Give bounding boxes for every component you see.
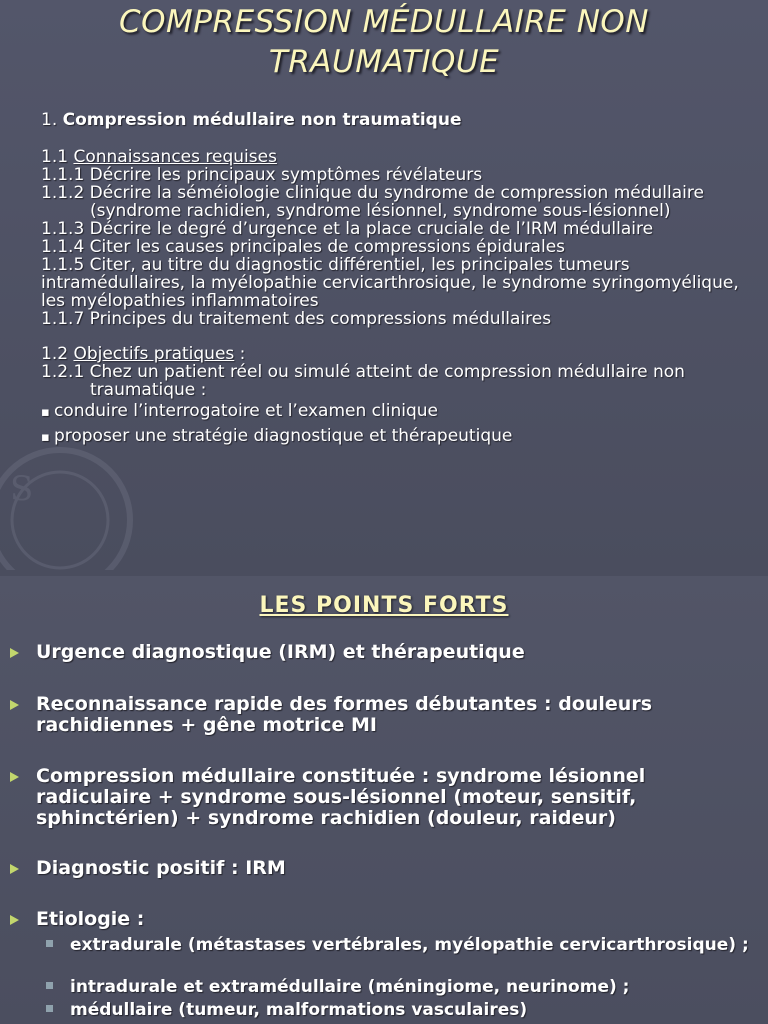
- arrow-bullet-icon: [10, 915, 19, 925]
- key-point: [36, 642, 746, 663]
- section-number: 1.: [41, 110, 58, 130]
- square-bullet-icon: [46, 940, 53, 947]
- section-heading: [41, 111, 751, 129]
- title-line-1: COMPRESSION MÉDULLAIRE NON: [119, 4, 649, 40]
- key-point: [36, 909, 746, 930]
- subsection-1-1-label: Connaissances requises: [73, 147, 277, 167]
- key-point-text: Etiologie :: [36, 908, 145, 930]
- etiologie-item: [70, 978, 750, 996]
- objective-line: 1.2.1 Chez un patient réel ou simulé atteint de compression médullaire non: [41, 362, 685, 382]
- etiologie-item: [70, 936, 750, 954]
- objective-line: 1.1.7 Principes du traitement des compressions médullaires: [41, 309, 552, 329]
- square-bullet-icon: [46, 1005, 53, 1012]
- objective-line: 1.1.1 Décrire les principaux symptômes révélateurs: [41, 165, 483, 185]
- subsection-1-2: [41, 345, 751, 363]
- slide-title: [0, 2, 768, 82]
- key-point: [36, 858, 746, 879]
- objective-line: 1.1.4 Citer les causes principales de compressions épidurales: [41, 237, 566, 257]
- key-point: [36, 694, 746, 736]
- etiologie-item-text: intradurale et extramédullaire (méningiome, neurinome) ;: [70, 977, 630, 997]
- key-point: [36, 766, 746, 829]
- square-bullet-icon: ▪: [41, 405, 54, 420]
- arrow-bullet-icon: [10, 700, 19, 710]
- practical-item: [41, 402, 751, 422]
- objectives-body: [41, 111, 751, 447]
- objective-line: traumatique :: [90, 380, 207, 400]
- subsection-1-2-label: Objectifs pratiques: [73, 344, 235, 364]
- subsection-1-1-number: 1.1: [41, 147, 69, 167]
- practical-item-text: conduire l’interrogatoire et l’examen clinique: [53, 401, 438, 421]
- practical-item-text: proposer une stratégie diagnostique et thérapeutique: [53, 426, 513, 446]
- objective-line: 1.1.2 Décrire la séméiologie clinique du syndrome de compression médullaire: [41, 183, 704, 203]
- slide-key-points: [0, 576, 768, 1024]
- arrow-bullet-icon: [10, 648, 19, 658]
- section-heading-text: Compression médullaire non traumatique: [62, 110, 462, 130]
- subsection-1-2-number: 1.2: [41, 344, 69, 364]
- objective-line: (syndrome rachidien, syndrome lésionnel, syndrome sous-lésionnel): [90, 201, 671, 221]
- square-bullet-icon: [46, 982, 53, 989]
- objective-line: 1.1.5 Citer, au titre du diagnostic différentiel, les principales tumeurs intramédullaires, la myélopathie cervicarthrosique, le syndrome syringomyélique, les myélopathies inflammatoires: [41, 255, 739, 311]
- svg-text:S: S: [10, 469, 34, 509]
- key-point-text: Urgence diagnostique (IRM) et thérapeutique: [36, 641, 525, 663]
- key-point-text: Diagnostic positif : IRM: [36, 857, 286, 879]
- subsection-1-2-colon: :: [234, 344, 246, 364]
- arrow-bullet-icon: [10, 864, 19, 874]
- practical-item: [41, 427, 751, 447]
- etiologie-item-text: médullaire (tumeur, malformations vasculaires): [70, 1000, 528, 1020]
- etiologie-item: [70, 1001, 750, 1019]
- arrow-bullet-icon: [10, 772, 19, 782]
- key-points-title: LES POINTS FORTS: [259, 593, 509, 618]
- square-bullet-icon: ▪: [41, 430, 54, 445]
- etiologie-item-text: extradurale (métastases vertébrales, myélopathie cervicarthrosique) ;: [70, 935, 749, 955]
- title-line-2: TRAUMATIQUE: [268, 44, 500, 80]
- subsection-1-1: [41, 148, 751, 166]
- key-point-text: Reconnaissance rapide des formes débutantes : douleurs rachidiennes + gêne motrice MI: [36, 693, 652, 736]
- key-point-text: Compression médullaire constituée : syndrome lésionnel radiculaire + syndrome sous-lésionnel (moteur, sensitif, sphinctérien) + syndrome rachidien (douleur, raideur): [36, 765, 646, 829]
- objective-line: 1.1.3 Décrire le degré d’urgence et la place cruciale de l’IRM médullaire: [41, 219, 654, 239]
